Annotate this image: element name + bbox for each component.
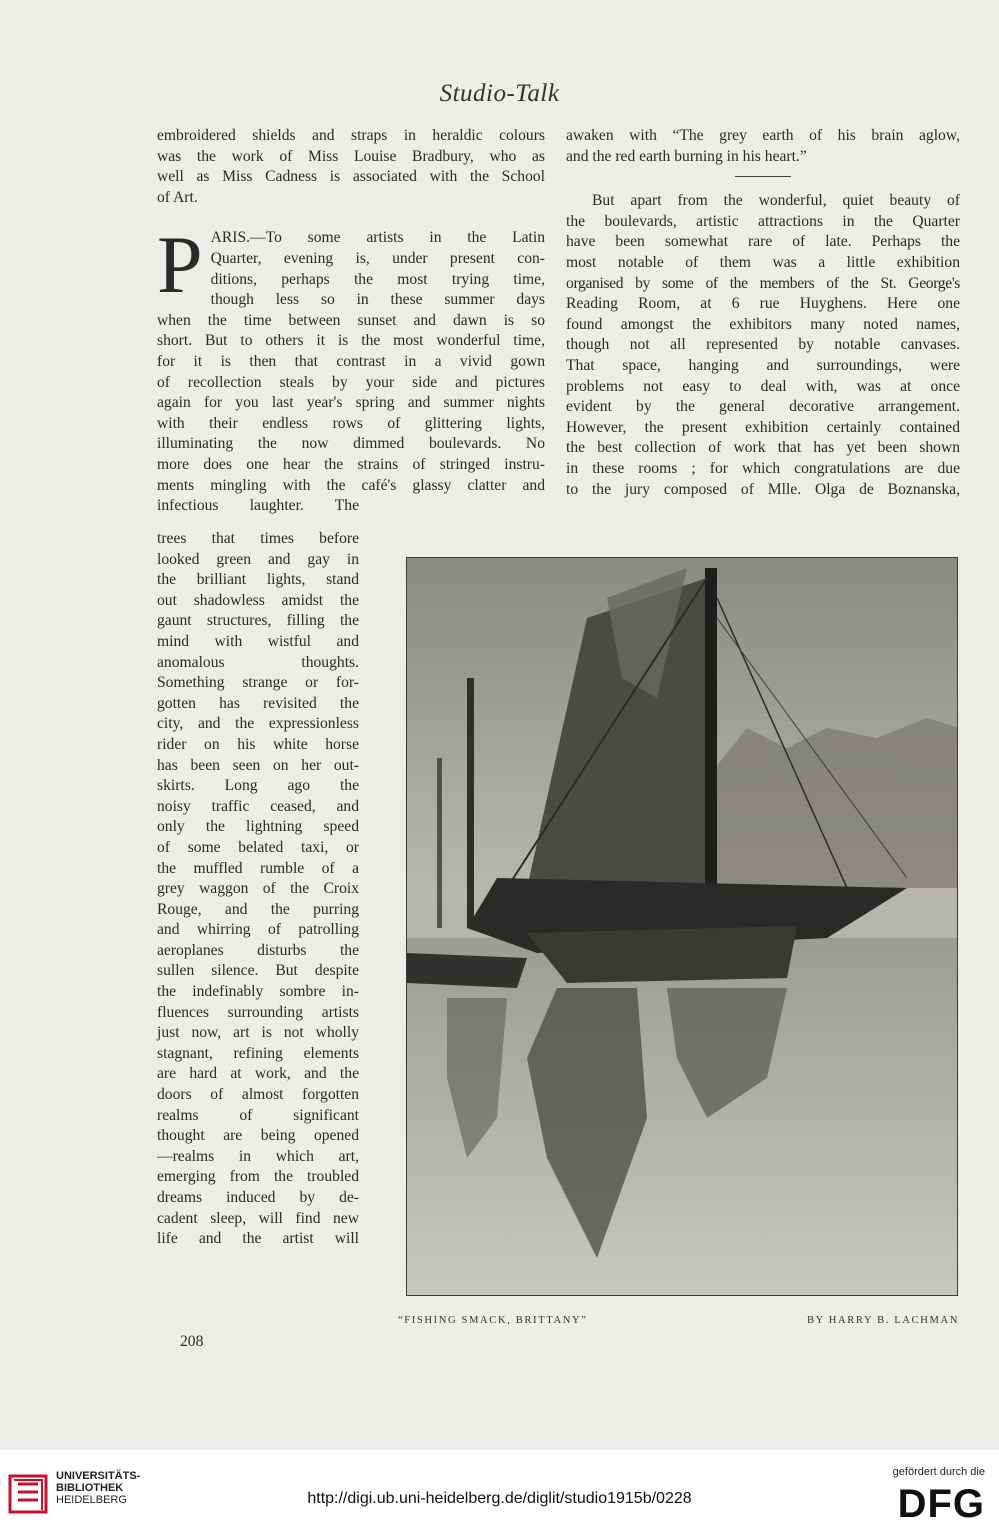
text-line: organised by some of the members of the St. George's bbox=[566, 274, 960, 292]
fishing-smack-painting bbox=[407, 558, 958, 1296]
text-line: with their endless rows of glittering lights, bbox=[157, 414, 545, 432]
text-line: grey waggon of the Croix bbox=[157, 880, 359, 898]
text-line: mind with wistful and bbox=[157, 632, 359, 650]
text-line: short. But to others it is the most wonderful time, bbox=[157, 332, 545, 350]
text-line: and whirring of patrolling bbox=[157, 921, 359, 939]
digitization-footer bbox=[0, 1450, 999, 1533]
text-line: Something strange or for- bbox=[157, 674, 359, 692]
text-line: well as Miss Cadness is associated with the School bbox=[157, 168, 545, 186]
drop-cap: P bbox=[157, 219, 203, 311]
text-line: aeroplanes disturbs the bbox=[157, 941, 359, 959]
narrow-column bbox=[157, 529, 359, 1250]
text-line: illuminating the now dimmed boulevards. No bbox=[157, 435, 545, 453]
plate-caption-title: “FISHING SMACK, BRITTANY” bbox=[398, 1315, 588, 1326]
text-line: ditions, perhaps the most trying time, bbox=[210, 270, 545, 288]
text-line: the best collection of work that has yet been shown bbox=[566, 439, 960, 457]
text-line: That space, hanging and surroundings, were bbox=[566, 356, 960, 374]
text-line: again for you last year's spring and summer nights bbox=[157, 394, 545, 412]
text-line: only the lightning speed bbox=[157, 818, 359, 836]
library-line: HEIDELBERG bbox=[56, 1494, 127, 1506]
text-line: when the time between sunset and dawn is so bbox=[157, 311, 545, 329]
page-number: 208 bbox=[180, 1333, 204, 1350]
text-line: —realms in which art, bbox=[157, 1147, 359, 1165]
text-line: ARIS.—To some artists in the Latin bbox=[210, 229, 545, 247]
intro-paragraph bbox=[157, 126, 545, 208]
text-line: Reading Room, at 6 rue Huyghens. Here one bbox=[566, 295, 960, 313]
text-line: though not all represented by notable canvases. bbox=[566, 336, 960, 354]
text-line: embroidered shields and straps in heraldic colours bbox=[157, 127, 545, 144]
text-line: was the work of Miss Louise Bradbury, who as bbox=[157, 147, 545, 165]
text-line: infectious laughter. The bbox=[157, 497, 359, 515]
text-line: noisy traffic ceased, and bbox=[157, 797, 359, 815]
dfg-logo: DFG bbox=[897, 1482, 985, 1526]
text-line: the brilliant lights, stand bbox=[157, 571, 359, 589]
exhibition-paragraph bbox=[566, 191, 960, 500]
text-line: However, the present exhibition certainly contained bbox=[566, 418, 960, 436]
library-line: UNIVERSITÄTS- bbox=[56, 1470, 141, 1482]
text-line: stagnant, refining elements bbox=[157, 1044, 359, 1062]
text-line: dreams induced by de- bbox=[157, 1189, 359, 1206]
right-column bbox=[566, 126, 960, 500]
left-column bbox=[157, 126, 545, 517]
text-line: most notable of them was a little exhibition bbox=[566, 253, 960, 271]
text-line: out shadowless amidst the bbox=[157, 591, 359, 609]
text-line: cadent sleep, will find new bbox=[157, 1209, 359, 1227]
text-line: the muffled rumble of a bbox=[157, 859, 359, 877]
text-line: ments mingling with the café's glassy clatter and bbox=[157, 476, 545, 494]
text-line: But apart from the wonderful, quiet beauty of bbox=[592, 192, 960, 210]
text-line: found amongst the exhibitors many noted names, bbox=[566, 315, 960, 333]
text-line: the indefinably sombre in- bbox=[157, 983, 359, 1001]
text-line: city, and the expressionless bbox=[157, 715, 359, 733]
text-line: gotten has revisited the bbox=[157, 694, 359, 712]
text-line: the boulevards, artistic attractions in the Quarter bbox=[566, 212, 960, 230]
text-line: thought are being opened bbox=[157, 1127, 359, 1145]
text-line: have been somewhat rare of late. Perhaps the bbox=[566, 233, 960, 251]
quote-paragraph bbox=[566, 126, 960, 167]
paris-paragraph bbox=[157, 219, 545, 516]
source-url-link[interactable]: http://digi.ub.uni-heidelberg.de/diglit/studio1915b/0228 bbox=[307, 1490, 692, 1507]
text-line: doors of almost forgotten bbox=[157, 1086, 359, 1104]
text-line: Quarter, evening is, under present con- bbox=[210, 249, 545, 267]
text-line: are hard at work, and the bbox=[157, 1065, 359, 1083]
text-line: of Art. bbox=[157, 188, 198, 206]
text-line: awaken with “The grey earth of his brain aglow, bbox=[566, 127, 960, 144]
text-line: rider on his white horse bbox=[157, 735, 359, 753]
funded-by-label: gefördert durch die bbox=[892, 1466, 985, 1478]
text-line: in these rooms ; for which congratulations are due bbox=[566, 459, 960, 477]
text-line: to the jury composed of Mlle. Olga de Boznanska, bbox=[566, 480, 960, 498]
text-line: evident by the general decorative arrangement. bbox=[566, 398, 960, 416]
text-line: problems not easy to deal with, was at once bbox=[566, 377, 960, 395]
section-divider bbox=[735, 176, 791, 177]
text-line: looked green and gay in bbox=[157, 550, 359, 568]
text-line: has been seen on her out- bbox=[157, 756, 359, 774]
text-line: more does one hear the strains of stringed instru- bbox=[157, 455, 545, 473]
text-line: for it is then that contrast in a vivid gown bbox=[157, 352, 545, 370]
painting-plate bbox=[406, 557, 958, 1296]
text-line: of recollection steals by your side and pictures bbox=[157, 373, 545, 391]
text-line: trees that times before bbox=[157, 530, 359, 547]
text-line: emerging from the troubled bbox=[157, 1168, 359, 1186]
text-line: Rouge, and the purring bbox=[157, 900, 359, 918]
text-line: skirts. Long ago the bbox=[157, 777, 359, 795]
text-line: fluences surrounding artists bbox=[157, 1003, 359, 1021]
text-line: sullen silence. But despite bbox=[157, 962, 359, 980]
text-line: realms of significant bbox=[157, 1106, 359, 1124]
text-line: gaunt structures, filling the bbox=[157, 612, 359, 630]
text-line: of some belated taxi, or bbox=[157, 838, 359, 856]
text-line: anomalous thoughts. bbox=[157, 653, 359, 671]
running-header: Studio-Talk bbox=[439, 80, 560, 107]
text-line: and the red earth burning in his heart.” bbox=[566, 147, 807, 165]
library-line: BIBLIOTHEK bbox=[56, 1482, 124, 1494]
text-line: though less so in these summer days bbox=[210, 291, 545, 309]
plate-caption-credit: BY HARRY B. LACHMAN bbox=[806, 1315, 959, 1326]
text-line: just now, art is not wholly bbox=[157, 1024, 359, 1042]
text-line: life and the artist will bbox=[157, 1230, 359, 1248]
